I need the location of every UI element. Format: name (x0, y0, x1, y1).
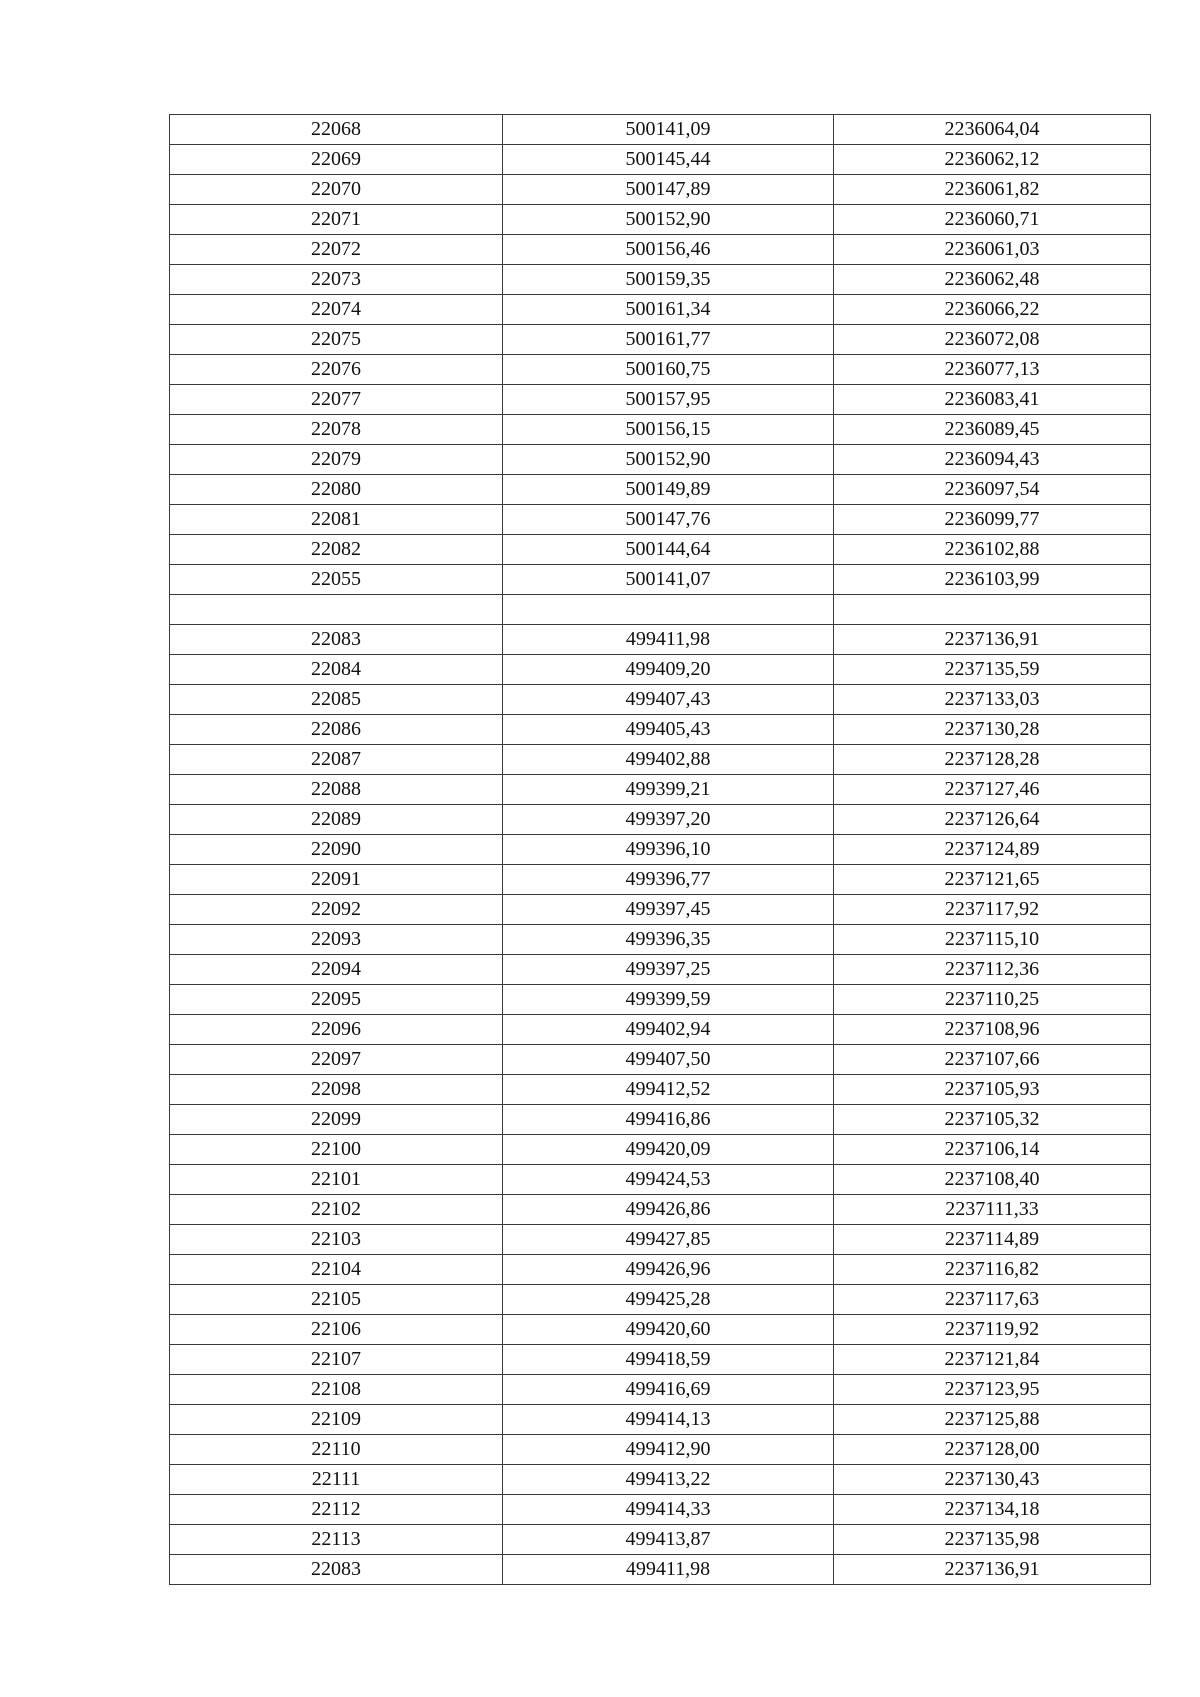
y-coordinate-cell: 2237128,00 (834, 1435, 1151, 1465)
x-coordinate-cell: 500160,75 (503, 355, 834, 385)
y-coordinate-cell: 2236062,48 (834, 265, 1151, 295)
x-coordinate-cell: 500157,95 (503, 385, 834, 415)
y-coordinate-cell: 2237110,25 (834, 985, 1151, 1015)
table-row (170, 1345, 1151, 1375)
y-coordinate-cell: 2236061,82 (834, 175, 1151, 205)
point-number-cell: 22087 (170, 745, 503, 775)
point-number-cell: 22085 (170, 685, 503, 715)
x-coordinate-cell: 499397,20 (503, 805, 834, 835)
point-number-cell: 22109 (170, 1405, 503, 1435)
x-coordinate-cell: 499412,90 (503, 1435, 834, 1465)
y-coordinate-cell: 2237127,46 (834, 775, 1151, 805)
table-row (170, 145, 1151, 175)
point-number-cell: 22106 (170, 1315, 503, 1345)
point-number-cell: 22089 (170, 805, 503, 835)
y-coordinate-cell: 2236061,03 (834, 235, 1151, 265)
y-coordinate-cell: 2237136,91 (834, 1555, 1151, 1585)
table-row (170, 715, 1151, 745)
table-row (170, 1435, 1151, 1465)
point-number-cell: 22055 (170, 565, 503, 595)
x-coordinate-cell: 500159,35 (503, 265, 834, 295)
point-number-cell: 22103 (170, 1225, 503, 1255)
x-coordinate-cell: 500152,90 (503, 445, 834, 475)
point-number-cell: 22088 (170, 775, 503, 805)
point-number-cell: 22084 (170, 655, 503, 685)
x-coordinate-cell: 500141,09 (503, 115, 834, 145)
y-coordinate-cell: 2237128,28 (834, 745, 1151, 775)
y-coordinate-cell: 2236060,71 (834, 205, 1151, 235)
y-coordinate-cell: 2236066,22 (834, 295, 1151, 325)
y-coordinate-cell: 2237107,66 (834, 1045, 1151, 1075)
x-coordinate-cell: 500156,15 (503, 415, 834, 445)
table-row (170, 895, 1151, 925)
point-number-cell: 22102 (170, 1195, 503, 1225)
table-row (170, 1315, 1151, 1345)
point-number-cell: 22068 (170, 115, 503, 145)
x-coordinate-cell: 499426,96 (503, 1255, 834, 1285)
x-coordinate-cell: 499413,22 (503, 1465, 834, 1495)
y-coordinate-cell: 2237114,89 (834, 1225, 1151, 1255)
point-number-cell: 22099 (170, 1105, 503, 1135)
x-coordinate-cell: 499413,87 (503, 1525, 834, 1555)
table-row (170, 1135, 1151, 1165)
x-coordinate-cell: 499411,98 (503, 625, 834, 655)
point-number-cell: 22073 (170, 265, 503, 295)
point-number-cell: 22092 (170, 895, 503, 925)
point-number-cell: 22070 (170, 175, 503, 205)
table-row (170, 205, 1151, 235)
y-coordinate-cell: 2237117,63 (834, 1285, 1151, 1315)
point-number-cell (170, 595, 503, 625)
y-coordinate-cell: 2237108,96 (834, 1015, 1151, 1045)
y-coordinate-cell (834, 595, 1151, 625)
x-coordinate-cell: 499427,85 (503, 1225, 834, 1255)
table-row (170, 925, 1151, 955)
x-coordinate-cell: 500147,76 (503, 505, 834, 535)
table-row (170, 1225, 1151, 1255)
table-row (170, 1525, 1151, 1555)
x-coordinate-cell: 499426,86 (503, 1195, 834, 1225)
x-coordinate-cell: 500144,64 (503, 535, 834, 565)
point-number-cell: 22090 (170, 835, 503, 865)
point-number-cell: 22091 (170, 865, 503, 895)
x-coordinate-cell: 499396,77 (503, 865, 834, 895)
y-coordinate-cell: 2237130,43 (834, 1465, 1151, 1495)
y-coordinate-cell: 2236062,12 (834, 145, 1151, 175)
x-coordinate-cell: 499412,52 (503, 1075, 834, 1105)
y-coordinate-cell: 2237115,10 (834, 925, 1151, 955)
table-row (170, 865, 1151, 895)
y-coordinate-cell: 2237135,98 (834, 1525, 1151, 1555)
table-row (170, 1015, 1151, 1045)
x-coordinate-cell (503, 595, 834, 625)
y-coordinate-cell: 2236064,04 (834, 115, 1151, 145)
y-coordinate-cell: 2237117,92 (834, 895, 1151, 925)
table-row (170, 1255, 1151, 1285)
table-row (170, 355, 1151, 385)
point-number-cell: 22110 (170, 1435, 503, 1465)
point-number-cell: 22069 (170, 145, 503, 175)
x-coordinate-cell: 499407,50 (503, 1045, 834, 1075)
table-row (170, 985, 1151, 1015)
table-row (170, 955, 1151, 985)
y-coordinate-cell: 2237111,33 (834, 1195, 1151, 1225)
x-coordinate-cell: 500149,89 (503, 475, 834, 505)
point-number-cell: 22100 (170, 1135, 503, 1165)
x-coordinate-cell: 499420,60 (503, 1315, 834, 1345)
x-coordinate-cell: 500145,44 (503, 145, 834, 175)
y-coordinate-cell: 2237125,88 (834, 1405, 1151, 1435)
point-number-cell: 22107 (170, 1345, 503, 1375)
y-coordinate-cell: 2237119,92 (834, 1315, 1151, 1345)
point-number-cell: 22101 (170, 1165, 503, 1195)
x-coordinate-cell: 499397,25 (503, 955, 834, 985)
table-row (170, 1555, 1151, 1585)
x-coordinate-cell: 499411,98 (503, 1555, 834, 1585)
point-number-cell: 22076 (170, 355, 503, 385)
y-coordinate-cell: 2236103,99 (834, 565, 1151, 595)
point-number-cell: 22071 (170, 205, 503, 235)
y-coordinate-cell: 2236083,41 (834, 385, 1151, 415)
point-number-cell: 22108 (170, 1375, 503, 1405)
table-row (170, 835, 1151, 865)
table-row (170, 1405, 1151, 1435)
table-row (170, 1465, 1151, 1495)
y-coordinate-cell: 2237130,28 (834, 715, 1151, 745)
y-coordinate-cell: 2236077,13 (834, 355, 1151, 385)
y-coordinate-cell: 2237124,89 (834, 835, 1151, 865)
x-coordinate-cell: 500161,34 (503, 295, 834, 325)
point-number-cell: 22083 (170, 1555, 503, 1585)
table-row (170, 685, 1151, 715)
x-coordinate-cell: 499399,59 (503, 985, 834, 1015)
table-row (170, 1075, 1151, 1105)
x-coordinate-cell: 499418,59 (503, 1345, 834, 1375)
table-row (170, 565, 1151, 595)
x-coordinate-cell: 499424,53 (503, 1165, 834, 1195)
point-number-cell: 22105 (170, 1285, 503, 1315)
point-number-cell: 22098 (170, 1075, 503, 1105)
y-coordinate-cell: 2237123,95 (834, 1375, 1151, 1405)
table-row (170, 655, 1151, 685)
table-row (170, 1105, 1151, 1135)
point-number-cell: 22113 (170, 1525, 503, 1555)
point-number-cell: 22096 (170, 1015, 503, 1045)
table-row (170, 475, 1151, 505)
y-coordinate-cell: 2237135,59 (834, 655, 1151, 685)
y-coordinate-cell: 2236072,08 (834, 325, 1151, 355)
coordinates-table (169, 114, 1151, 1585)
point-number-cell: 22086 (170, 715, 503, 745)
x-coordinate-cell: 499405,43 (503, 715, 834, 745)
y-coordinate-cell: 2236094,43 (834, 445, 1151, 475)
point-number-cell: 22082 (170, 535, 503, 565)
table-row (170, 1195, 1151, 1225)
table-row (170, 1375, 1151, 1405)
table-row (170, 325, 1151, 355)
x-coordinate-cell: 499416,86 (503, 1105, 834, 1135)
x-coordinate-cell: 499396,35 (503, 925, 834, 955)
x-coordinate-cell: 499425,28 (503, 1285, 834, 1315)
table-row (170, 415, 1151, 445)
point-number-cell: 22083 (170, 625, 503, 655)
y-coordinate-cell: 2236102,88 (834, 535, 1151, 565)
x-coordinate-cell: 500152,90 (503, 205, 834, 235)
y-coordinate-cell: 2237126,64 (834, 805, 1151, 835)
y-coordinate-cell: 2237108,40 (834, 1165, 1151, 1195)
y-coordinate-cell: 2237121,84 (834, 1345, 1151, 1375)
x-coordinate-cell: 499409,20 (503, 655, 834, 685)
coordinates-table-body (170, 115, 1151, 1585)
point-number-cell: 22077 (170, 385, 503, 415)
x-coordinate-cell: 499396,10 (503, 835, 834, 865)
point-number-cell: 22094 (170, 955, 503, 985)
point-number-cell: 22072 (170, 235, 503, 265)
point-number-cell: 22112 (170, 1495, 503, 1525)
point-number-cell: 22078 (170, 415, 503, 445)
table-row (170, 775, 1151, 805)
table-row (170, 175, 1151, 205)
x-coordinate-cell: 499414,33 (503, 1495, 834, 1525)
x-coordinate-cell: 499397,45 (503, 895, 834, 925)
x-coordinate-cell: 500161,77 (503, 325, 834, 355)
x-coordinate-cell: 499399,21 (503, 775, 834, 805)
x-coordinate-cell: 500156,46 (503, 235, 834, 265)
table-row (170, 385, 1151, 415)
x-coordinate-cell: 499416,69 (503, 1375, 834, 1405)
y-coordinate-cell: 2236089,45 (834, 415, 1151, 445)
table-row (170, 445, 1151, 475)
table-row (170, 1045, 1151, 1075)
table-row (170, 115, 1151, 145)
y-coordinate-cell: 2237105,32 (834, 1105, 1151, 1135)
y-coordinate-cell: 2237105,93 (834, 1075, 1151, 1105)
y-coordinate-cell: 2237106,14 (834, 1135, 1151, 1165)
point-number-cell: 22097 (170, 1045, 503, 1075)
x-coordinate-cell: 499402,94 (503, 1015, 834, 1045)
x-coordinate-cell: 499407,43 (503, 685, 834, 715)
point-number-cell: 22075 (170, 325, 503, 355)
y-coordinate-cell: 2237134,18 (834, 1495, 1151, 1525)
table-row (170, 235, 1151, 265)
point-number-cell: 22074 (170, 295, 503, 325)
point-number-cell: 22104 (170, 1255, 503, 1285)
point-number-cell: 22080 (170, 475, 503, 505)
y-coordinate-cell: 2236099,77 (834, 505, 1151, 535)
table-row (170, 595, 1151, 625)
y-coordinate-cell: 2237136,91 (834, 625, 1151, 655)
table-row (170, 745, 1151, 775)
y-coordinate-cell: 2237133,03 (834, 685, 1151, 715)
table-row (170, 265, 1151, 295)
x-coordinate-cell: 499414,13 (503, 1405, 834, 1435)
x-coordinate-cell: 500141,07 (503, 565, 834, 595)
x-coordinate-cell: 499402,88 (503, 745, 834, 775)
y-coordinate-cell: 2237116,82 (834, 1255, 1151, 1285)
y-coordinate-cell: 2236097,54 (834, 475, 1151, 505)
table-row (170, 805, 1151, 835)
point-number-cell: 22111 (170, 1465, 503, 1495)
table-row (170, 1495, 1151, 1525)
point-number-cell: 22095 (170, 985, 503, 1015)
point-number-cell: 22081 (170, 505, 503, 535)
x-coordinate-cell: 499420,09 (503, 1135, 834, 1165)
y-coordinate-cell: 2237112,36 (834, 955, 1151, 985)
table-row (170, 535, 1151, 565)
table-row (170, 1165, 1151, 1195)
table-row (170, 625, 1151, 655)
point-number-cell: 22079 (170, 445, 503, 475)
point-number-cell: 22093 (170, 925, 503, 955)
table-row (170, 295, 1151, 325)
table-row (170, 1285, 1151, 1315)
y-coordinate-cell: 2237121,65 (834, 865, 1151, 895)
table-row (170, 505, 1151, 535)
x-coordinate-cell: 500147,89 (503, 175, 834, 205)
